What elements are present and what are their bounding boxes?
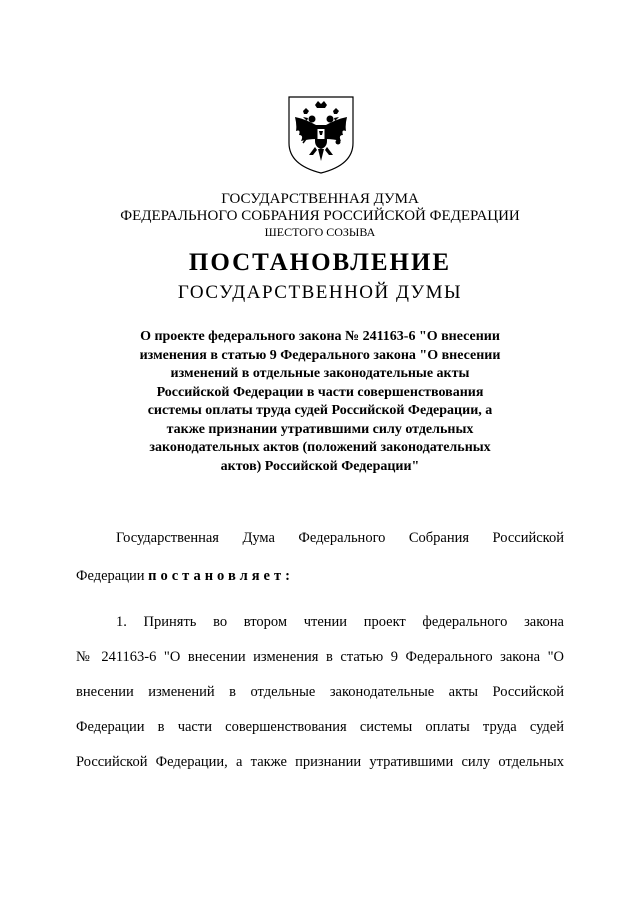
paragraph-item-1-line5 [76, 752, 564, 772]
paragraph-item-1-line3 [76, 682, 564, 702]
paragraph-preamble [76, 528, 564, 548]
header-line-convocation: ШЕСТОГО СОЗЫВА [264, 225, 376, 239]
preamble-line [76, 566, 564, 586]
item-line: Федерации в части совершенствования системы оплаты труда судей [76, 719, 564, 735]
header-line-federal-assembly: ФЕДЕРАЛЬНОГО СОБРАНИЯ РОССИЙСКОЙ ФЕДЕРАЦИИ [120, 208, 520, 224]
item-line: № 241163-6 "О внесении изменения в статью 9 Федерального закона "О [76, 649, 564, 665]
coat-of-arms-icon [285, 95, 357, 175]
item-line: внесении изменений в отдельные законодательные акты Российской [76, 684, 564, 700]
subject-line: актов) Российской Федерации" [220, 458, 420, 474]
paragraph-item-1-line4 [76, 717, 564, 737]
subject-line: Российской Федерации в части совершенствования [156, 384, 484, 400]
subject-line: изменения в статью 9 Федерального закона "О внесении [139, 347, 501, 363]
paragraph-item-1-line2 [76, 647, 564, 667]
paragraph-item-1 [76, 612, 564, 632]
item-line: 1. Принять во втором чтении проект федерального закона [116, 614, 564, 630]
resolves-keyword: постановляет: [148, 568, 294, 584]
header-line-duma: ГОСУДАРСТВЕННАЯ ДУМА [221, 191, 419, 207]
preamble-text: Федерации [76, 568, 145, 584]
document-subject [0, 328, 640, 476]
item-line: Российской Федерации, а также признании утратившими силу отдельных [76, 754, 564, 770]
paragraph-preamble-cont [76, 566, 564, 586]
subject-line: системы оплаты труда судей Российской Федерации, а [147, 403, 493, 418]
document-title: ПОСТАНОВЛЕНИЕ [188, 249, 452, 276]
subject-line: О проекте федерального закона № 241163-6 "О внесении [140, 329, 500, 344]
subject-line: законодательных актов (положений законодательных [149, 440, 491, 455]
preamble-line: Государственная Дума Федерального Собрания Российской [116, 530, 564, 546]
document-subtitle: ГОСУДАРСТВЕННОЙ ДУМЫ [177, 282, 463, 303]
subject-line: также признании утратившими силу отдельных [166, 421, 474, 437]
subject-line: изменений в отдельные законодательные акты [170, 366, 470, 381]
